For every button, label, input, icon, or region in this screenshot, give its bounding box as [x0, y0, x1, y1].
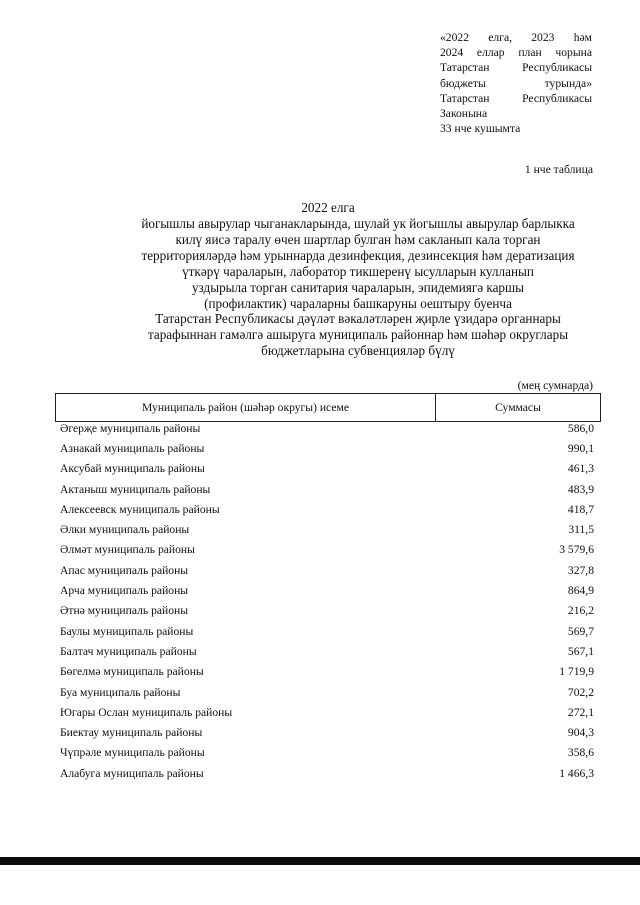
title-line: Татарстан Республикасы дәүләт вәкаләтләрен җирле үзидарә органнары — [155, 311, 561, 327]
subvention-sum: 272,1 — [567, 705, 594, 719]
annex-line: Законына — [440, 107, 488, 121]
title-line: йогышлы авырулар чыганакларында, шулай ук йогышлы авырулар барлыкка — [141, 216, 575, 231]
annex-line: Татарстан Республикасы — [440, 61, 592, 75]
municipality-name: Баулы муниципаль районы — [60, 624, 194, 638]
table-row — [60, 743, 594, 763]
municipality-name: Чүпрәле муниципаль районы — [60, 746, 205, 760]
subvention-sum: 461,3 — [567, 462, 594, 476]
subvention-sum: 904,3 — [567, 726, 594, 740]
municipality-name: Буа муниципаль районы — [60, 685, 181, 699]
municipality-name: Апас муниципаль районы — [60, 563, 189, 577]
municipality-name: Азнакай муниципаль районы — [60, 441, 205, 455]
subvention-sum: 702,2 — [567, 685, 594, 699]
title-line: тарафыннан гамәлгә ашыруга муниципаль районнар һәм шәһәр округлары — [147, 327, 569, 343]
subvention-sum: 483,9 — [567, 482, 594, 496]
municipality-name: Әлмәт муниципаль районы — [60, 543, 195, 557]
municipality-name: Әгерҗе муниципаль районы — [60, 421, 201, 435]
table-row — [60, 560, 594, 580]
annex-line: «2022 елга, 2023 һәм — [440, 31, 592, 44]
table-row — [60, 722, 594, 742]
title-line: бюджетларына субвенцияләр бүлү — [261, 343, 455, 359]
subvention-sum: 567,1 — [567, 644, 594, 658]
municipality-name: Әтнә муниципаль районы — [60, 604, 189, 618]
subvention-sum: 586,0 — [567, 421, 594, 435]
municipality-name: Югары Ослан муниципаль районы — [60, 705, 233, 719]
municipality-name: Арча муниципаль районы — [60, 584, 189, 598]
scan-bottom-edge — [0, 857, 640, 865]
table-body — [60, 418, 594, 783]
municipality-name: Биектау муниципаль районы — [60, 726, 203, 740]
table-number: 1 нче таблица — [524, 163, 593, 176]
table-row — [60, 601, 594, 621]
municipality-name: Аксубай муниципаль районы — [60, 462, 205, 476]
title-line: үткәрү чараларын, лаборатор тикшеренү ысулларын кулланып — [182, 263, 534, 279]
table-row — [60, 621, 594, 641]
table-row — [60, 682, 594, 702]
municipality-name: Алабуга муниципаль районы — [60, 766, 204, 780]
table-row — [60, 641, 594, 661]
subvention-sum: 3 579,6 — [559, 543, 594, 557]
table-row — [60, 519, 594, 539]
table-row — [60, 479, 594, 499]
table-row — [60, 418, 594, 438]
subvention-sum: 864,9 — [567, 584, 594, 598]
subvention-sum: 418,7 — [567, 502, 594, 516]
annex-line: Татарстан Республикасы — [440, 91, 592, 105]
table-row — [60, 702, 594, 722]
table-row — [60, 580, 594, 600]
units-note: (мең сумнарда) — [517, 379, 593, 392]
annex-line: 33 нче кушымта — [440, 122, 521, 136]
table-row — [60, 459, 594, 479]
municipality-name: Балтач муниципаль районы — [60, 644, 197, 658]
subvention-sum: 358,6 — [567, 746, 594, 760]
subvention-sum: 990,1 — [567, 441, 594, 455]
table-row — [60, 763, 594, 783]
title-line: уздырыла торган санитария чараларын, эпидемиягә каршы — [191, 279, 525, 295]
table-row — [60, 540, 594, 560]
column-header-sum: Суммасы — [495, 401, 541, 414]
subvention-sum: 1 719,9 — [559, 665, 594, 679]
municipality-name: Бөгелмә муниципаль районы — [60, 665, 204, 679]
title-line: (профилактик) чараларны башкаруны оештыру буенча — [204, 295, 512, 311]
subvention-sum: 216,2 — [567, 604, 594, 618]
municipality-name: Актаныш муниципаль районы — [60, 482, 211, 496]
title-line: территорияләрдә һәм урыннарда дезинфекция, дезинсекция һәм дератизация — [141, 247, 575, 263]
subvention-sum: 311,5 — [568, 523, 594, 537]
subvention-sum: 569,7 — [567, 624, 594, 638]
title-line: килү яисә таралу өчен шартлар булган һәм сакланып кала торган — [175, 231, 541, 247]
annex-reference — [440, 30, 592, 136]
table-row — [60, 499, 594, 519]
column-header-municipality: Муниципаль район (шәһәр округы) исеме — [56, 394, 436, 421]
subvention-sum: 327,8 — [567, 563, 594, 577]
table-row — [60, 438, 594, 458]
annex-line: бюджеты турында» — [440, 76, 592, 90]
document-year: 2022 елга — [301, 200, 355, 215]
municipality-name: Әлки муниципаль районы — [60, 523, 190, 537]
document-title — [60, 216, 640, 359]
municipality-name: Алексеевск муниципаль районы — [60, 502, 220, 516]
annex-line: 2024 еллар план чорына — [440, 46, 592, 60]
subvention-sum: 1 466,3 — [559, 766, 594, 780]
table-row — [60, 662, 594, 682]
